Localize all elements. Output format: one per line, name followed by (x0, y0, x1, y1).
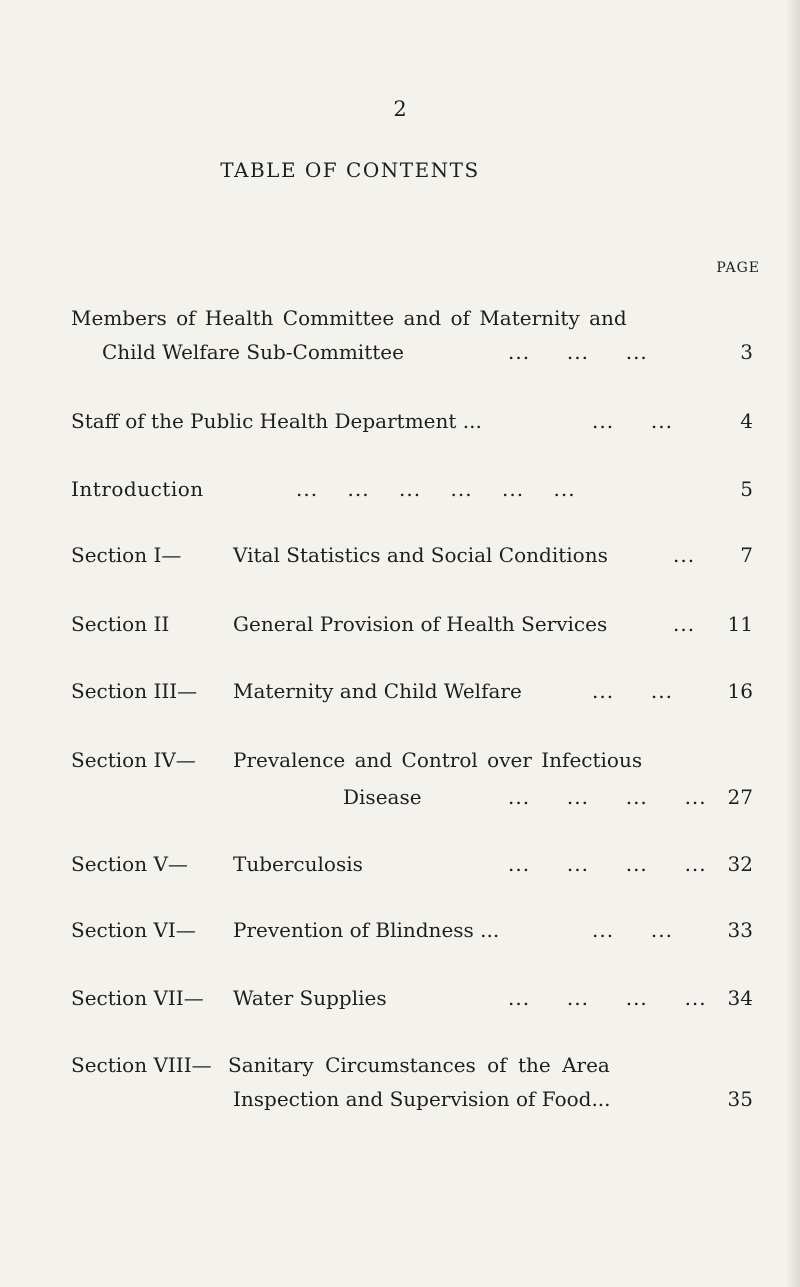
toc-entry-sanitary-line1: Sanitary Circumstances of the Area (228, 1053, 610, 1077)
toc-section-label-viii: Section VIII— (71, 1053, 212, 1077)
toc-page-number-section-vii: 34 (727, 986, 753, 1010)
toc-leader-dots: ... ... ... ... (508, 852, 707, 876)
toc-entry-maternity: Maternity and Child Welfare (233, 679, 522, 703)
toc-leader-dots: ... ... (592, 679, 673, 703)
toc-leader-dots: ... (673, 612, 696, 636)
toc-entry-vital-statistics: Vital Statistics and Social Conditions (233, 543, 608, 567)
toc-section-label-v: Section V— (71, 852, 188, 876)
toc-section-label-ii: Section II (71, 612, 170, 636)
toc-entry-tuberculosis: Tuberculosis (233, 852, 363, 876)
page-number: 2 (393, 97, 407, 121)
toc-section-label-i: Section I— (71, 543, 182, 567)
toc-section-label-vi: Section VI— (71, 918, 196, 942)
toc-leader-dots: ... ... ... ... (508, 785, 707, 809)
toc-page-number-section-vi: 33 (727, 918, 753, 942)
toc-page-number-section-viii: 35 (727, 1087, 753, 1111)
toc-entry-sanitary-line2: Inspection and Supervision of Food... (233, 1087, 611, 1111)
toc-leader-dots: ... (673, 543, 696, 567)
toc-page-number-section-iv: 27 (727, 785, 753, 809)
toc-page-number-section-ii: 11 (727, 612, 753, 636)
toc-section-label-iii: Section III— (71, 679, 198, 703)
toc-section-label-iv: Section IV— (71, 748, 196, 772)
toc-entry-infectious-line2: Disease (343, 785, 422, 809)
toc-entry-introduction: Introduction (71, 477, 204, 501)
toc-section-label-vii: Section VII— (71, 986, 204, 1010)
toc-entry-blindness: Prevention of Blindness ... (233, 918, 500, 942)
toc-leader-dots: ... ... ... ... ... ... (296, 477, 576, 501)
toc-entry-general-provision: General Provision of Health Services (233, 612, 608, 636)
toc-page-number-section-v: 32 (727, 852, 753, 876)
toc-entry-members-line2: Child Welfare Sub-Committee (102, 340, 404, 364)
toc-entry-water-supplies: Water Supplies (233, 986, 387, 1010)
toc-leader-dots: ... ... ... ... (508, 986, 707, 1010)
toc-entry-infectious-line1: Prevalence and Control over Infectious (233, 748, 643, 772)
page-column-header: PAGE (716, 260, 760, 276)
toc-entry-members-line1: Members of Health Committee and of Maternity and (71, 306, 627, 330)
toc-leader-dots: ... ... ... (508, 340, 648, 364)
page-edge-shadow (786, 0, 800, 1287)
toc-leader-dots: ... ... (592, 409, 673, 433)
toc-page-number-section-i: 7 (740, 543, 753, 567)
toc-page-number-members: 3 (740, 340, 753, 364)
document-title: TABLE OF CONTENTS (220, 158, 480, 182)
toc-page-number-staff: 4 (740, 409, 753, 433)
toc-leader-dots: ... ... (592, 918, 673, 942)
toc-page-number-section-iii: 16 (727, 679, 753, 703)
toc-page-number-introduction: 5 (740, 477, 753, 501)
toc-entry-staff: Staff of the Public Health Department ... (71, 409, 482, 433)
